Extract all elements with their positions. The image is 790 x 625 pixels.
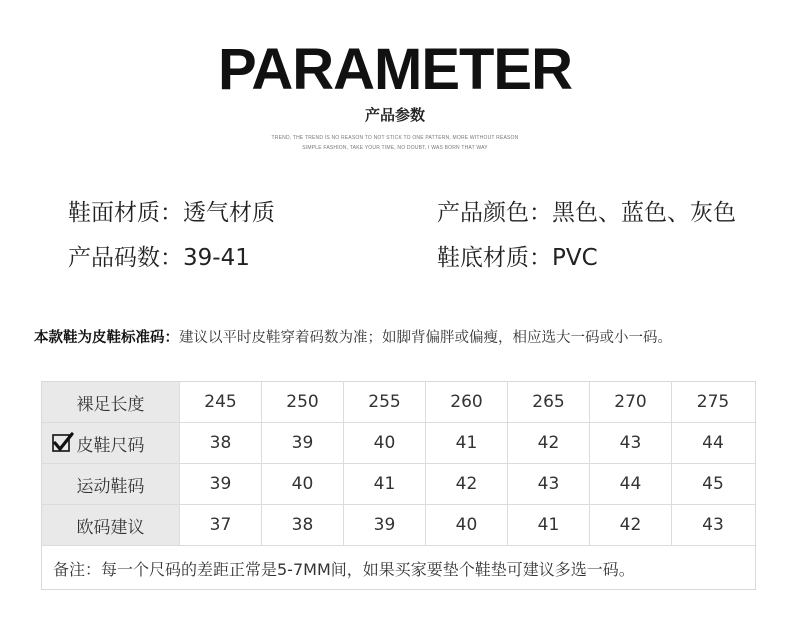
row-header: 裸足长度 bbox=[42, 382, 180, 422]
table-cell: 255 bbox=[344, 382, 426, 422]
table-cell: 44 bbox=[702, 433, 724, 453]
checkmark-icon bbox=[52, 432, 74, 454]
table-cell: 250 bbox=[262, 382, 344, 422]
table-cell: 37 bbox=[180, 505, 262, 545]
table-cell: 40 bbox=[426, 505, 508, 545]
row-header-checked bbox=[42, 423, 180, 463]
spec-sole-material: 鞋底材质：PVC bbox=[437, 245, 598, 271]
table-cell: 245 bbox=[180, 382, 262, 422]
table-cell: 42 bbox=[508, 423, 590, 463]
table-cell: 43 bbox=[702, 515, 724, 535]
table-cell: 270 bbox=[590, 382, 672, 422]
table-cell: 38 bbox=[180, 423, 262, 463]
table-row bbox=[42, 423, 755, 464]
page-title: PARAMETER bbox=[217, 37, 573, 102]
table-row bbox=[42, 464, 755, 505]
size-note-text: 建议以平时皮鞋穿着码数为准；如脚背偏胖或偏瘦，相应选大一码或小一码。 bbox=[179, 330, 672, 346]
table-row bbox=[42, 382, 755, 423]
table-cell: 38 bbox=[262, 505, 344, 545]
spec-upper-material: 鞋面材质：透气材质 bbox=[68, 200, 275, 226]
table-cell: 39 bbox=[262, 423, 344, 463]
table-cell: 41 bbox=[426, 423, 508, 463]
row-header-label: 皮鞋尺码 bbox=[76, 435, 145, 456]
table-cell: 43 bbox=[590, 423, 672, 463]
table-cell: 41 bbox=[344, 464, 426, 504]
table-cell: 275 bbox=[696, 392, 730, 412]
size-note bbox=[34, 326, 672, 347]
table-cell: 39 bbox=[180, 464, 262, 504]
table-remark: 备注：每一个尺码的差距正常是5-7MM间，如果买家要垫个鞋垫可建议多选一码。 bbox=[53, 559, 635, 579]
table-cell: 43 bbox=[508, 464, 590, 504]
table-cell: 40 bbox=[262, 464, 344, 504]
spec-size-range: 产品码数：39-41 bbox=[68, 245, 250, 271]
table-cell: 42 bbox=[590, 505, 672, 545]
spec-color: 产品颜色：黑色、蓝色、灰色 bbox=[437, 200, 736, 226]
table-cell: 44 bbox=[590, 464, 672, 504]
table-cell: 41 bbox=[508, 505, 590, 545]
page-subtitle: 产品参数 bbox=[364, 106, 425, 124]
table-cell: 39 bbox=[344, 505, 426, 545]
row-header: 欧码建议 bbox=[42, 505, 180, 545]
tagline-line-1: TREND, THE TREND IS NO REASON TO NOT STICK TO ONE PATTERN, MORE WITHOUT REASON bbox=[271, 135, 519, 141]
row-header: 运动鞋码 bbox=[42, 464, 180, 504]
tagline-line-2: SIMPLE FASHION, TAKE YOUR TIME, NO DOUBT, I WAS BORN THAT WAY bbox=[302, 145, 488, 151]
table-cell: 45 bbox=[702, 474, 724, 494]
table-cell: 42 bbox=[426, 464, 508, 504]
table-cell: 265 bbox=[508, 382, 590, 422]
size-note-label: 本款鞋为皮鞋标准码： bbox=[34, 330, 179, 346]
table-cell: 260 bbox=[426, 382, 508, 422]
size-table bbox=[41, 381, 756, 590]
table-row bbox=[42, 505, 755, 546]
table-cell: 40 bbox=[344, 423, 426, 463]
